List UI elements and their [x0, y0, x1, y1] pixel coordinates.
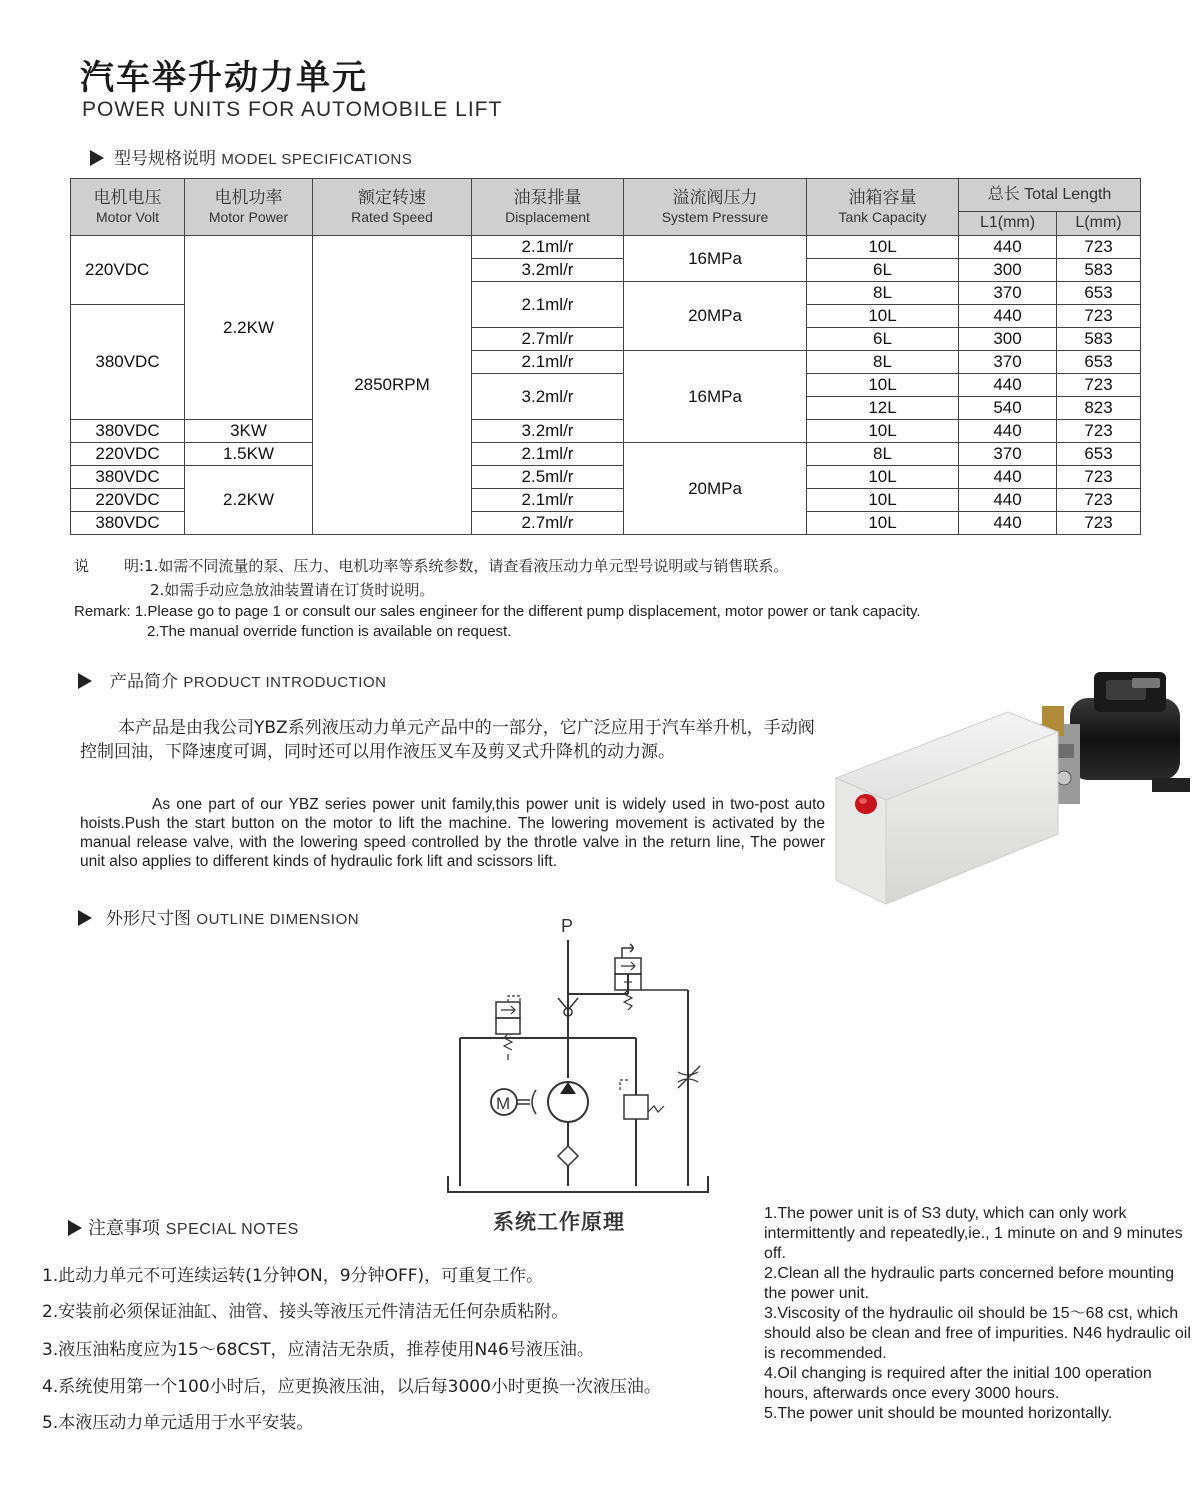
cell-l: 653	[1057, 351, 1141, 374]
page-title-en: POWER UNITS FOR AUTOMOBILE LIFT	[82, 98, 503, 121]
header-l1: L1(mm)	[959, 212, 1057, 236]
cell-disp: 2.1ml/r	[472, 351, 624, 374]
cell-l: 653	[1057, 443, 1141, 466]
remark-cn-2: 2.如需手动应急放油装置请在订货时说明。	[150, 581, 435, 599]
cell-pressure: 16MPa	[624, 236, 807, 282]
cell-l1: 440	[959, 489, 1057, 512]
intro-text-en: As one part of our YBZ series power unit family,this power unit is widely used in two-post auto hoists.Push the start button on the motor to lift the machine. The lowering movement is activated by the manual release valve, with the lowering speed controlled by the throtle valve in the return line, The power unit also applies to different kinds of hydraulic fork lift and scissors lift.	[80, 796, 825, 870]
section-model-spec-en: MODEL SPECIFICATIONS	[221, 151, 413, 168]
header-l: L(mm)	[1057, 212, 1141, 236]
note-cn-item: 1.此动力单元不可连续运转(1分钟ON，9分钟OFF)，可重复工作。	[42, 1266, 544, 1286]
cell-volt: 220VDC	[71, 236, 185, 305]
motor-label: M	[496, 1094, 511, 1113]
header-motor-power: 电机功率 Motor Power	[185, 179, 313, 236]
header-tank-capacity: 油箱容量 Tank Capacity	[807, 179, 959, 236]
note-en-item: 4.Oil changing is required after the initial 100 operation hours, afterwards once every 3000 hours.	[764, 1365, 1152, 1402]
cell-tank: 10L	[807, 236, 959, 259]
cell-l: 723	[1057, 512, 1141, 535]
header-rated-speed: 额定转速 Rated Speed	[313, 179, 472, 236]
spec-table	[70, 178, 1141, 535]
cell-power: 1.5KW	[185, 443, 313, 466]
section-product-intro-cn: 产品简介	[110, 672, 178, 692]
cell-volt: 380VDC	[71, 305, 185, 420]
cell-l: 723	[1057, 420, 1141, 443]
cell-l: 723	[1057, 236, 1141, 259]
section-outline-cn: 外形尺寸图	[106, 909, 191, 929]
hydraulic-schematic	[440, 910, 720, 1200]
remark-cn-1: 明:1.如需不同流量的泵、压力、电机功率等系统参数，请查看液压动力单元型号说明或与销售联系。	[124, 557, 789, 575]
cell-l1: 440	[959, 236, 1057, 259]
header-system-pressure: 溢流阀压力 System Pressure	[624, 179, 807, 236]
cell-l: 583	[1057, 328, 1141, 351]
note-en-item: 5.The power unit should be mounted horizontally.	[764, 1405, 1113, 1422]
cell-volt: 220VDC	[71, 443, 185, 466]
cell-l: 583	[1057, 259, 1141, 282]
cell-tank: 8L	[807, 351, 959, 374]
cell-tank: 10L	[807, 512, 959, 535]
section-model-spec	[90, 144, 412, 169]
cell-l: 723	[1057, 305, 1141, 328]
section-special-notes	[68, 1214, 299, 1240]
cell-tank: 6L	[807, 328, 959, 351]
cell-disp: 3.2ml/r	[472, 374, 624, 420]
port-label: P	[561, 916, 574, 936]
cell-l1: 440	[959, 466, 1057, 489]
cell-disp: 2.1ml/r	[472, 236, 624, 259]
cell-l1: 440	[959, 305, 1057, 328]
header-displacement: 油泵排量 Displacement	[472, 179, 624, 236]
cell-volt: 380VDC	[71, 420, 185, 443]
cell-tank: 10L	[807, 305, 959, 328]
notes-en	[764, 1204, 1196, 1424]
note-en-item: 1.The power unit is of S3 duty, which can only work intermittently and repeatedly,ie., 1 minute on and 9 minutes off.	[764, 1205, 1183, 1262]
cell-l1: 370	[959, 282, 1057, 305]
note-cn-item: 2.安装前必须保证油缸、油管、接头等液压元件清洁无任何杂质粘附。	[42, 1302, 569, 1322]
section-special-notes-en: SPECIAL NOTES	[165, 1221, 299, 1238]
cell-power: 2.2KW	[185, 466, 313, 535]
cell-l1: 300	[959, 328, 1057, 351]
cell-l1: 540	[959, 397, 1057, 420]
cell-disp: 2.7ml/r	[472, 512, 624, 535]
cell-l1: 440	[959, 512, 1057, 535]
section-special-notes-cn: 注意事项	[88, 1218, 160, 1239]
remark-cn-label: 说	[74, 557, 90, 575]
cell-l: 723	[1057, 489, 1141, 512]
note-cn-item: 4.系统使用第一个100小时后，应更换液压油，以后每3000小时更换一次液压油。	[42, 1377, 661, 1397]
cell-l1: 370	[959, 351, 1057, 374]
cell-l1: 300	[959, 259, 1057, 282]
triangle-icon	[78, 673, 92, 689]
section-model-spec-cn: 型号规格说明	[114, 149, 216, 169]
cell-power: 2.2KW	[185, 236, 313, 420]
cell-power: 3KW	[185, 420, 313, 443]
cell-disp: 2.1ml/r	[472, 443, 624, 466]
remark-en-2: 2.The manual override function is available on request.	[147, 623, 512, 640]
cell-l: 723	[1057, 466, 1141, 489]
cell-tank: 6L	[807, 259, 959, 282]
cell-l: 723	[1057, 374, 1141, 397]
header-motor-volt: 电机电压 Motor Volt	[71, 179, 185, 236]
cell-l1: 440	[959, 420, 1057, 443]
cell-tank: 10L	[807, 466, 959, 489]
cell-tank: 10L	[807, 420, 959, 443]
power-unit-image	[832, 658, 1190, 908]
section-outline-en: OUTLINE DIMENSION	[196, 911, 360, 928]
triangle-icon	[90, 150, 104, 166]
note-en-item: 2.Clean all the hydraulic parts concerned before mounting the power unit.	[764, 1265, 1175, 1302]
cell-disp: 2.5ml/r	[472, 466, 624, 489]
cell-tank: 12L	[807, 397, 959, 420]
cell-tank: 10L	[807, 489, 959, 512]
remark-en-1: Remark: 1.Please go to page 1 or consult our sales engineer for the different pump displacement, motor power or tank capacity.	[74, 603, 921, 620]
cell-pressure: 16MPa	[624, 351, 807, 443]
intro-text-cn: 本产品是由我公司YBZ系列液压动力单元产品中的一部分，它广泛应用于汽车举升机，手动阀控制回油，下降速度可调，同时还可以用作液压叉车及剪叉式升降机的动力源。	[80, 718, 815, 762]
section-outline	[78, 904, 359, 929]
cell-disp: 2.7ml/r	[472, 328, 624, 351]
cell-pressure: 20MPa	[624, 443, 807, 535]
cell-pressure: 20MPa	[624, 282, 807, 351]
cell-volt: 380VDC	[71, 512, 185, 535]
page-title-cn: 汽车举升动力单元	[80, 58, 368, 98]
cell-l: 823	[1057, 397, 1141, 420]
cell-volt: 220VDC	[71, 489, 185, 512]
section-product-intro	[78, 667, 386, 692]
cell-l1: 440	[959, 374, 1057, 397]
cell-disp: 3.2ml/r	[472, 259, 624, 282]
cell-volt: 380VDC	[71, 466, 185, 489]
cell-disp: 3.2ml/r	[472, 420, 624, 443]
cell-disp: 2.1ml/r	[472, 489, 624, 512]
triangle-icon	[78, 910, 92, 926]
note-en-item: 3.Viscosity of the hydraulic oil should be 15～68 cst, which should also be clean and free of impurities. N46 hydraulic oil is recommended.	[764, 1305, 1191, 1362]
cell-tank: 8L	[807, 282, 959, 305]
cell-tank: 10L	[807, 374, 959, 397]
cell-l: 653	[1057, 282, 1141, 305]
cell-disp: 2.1ml/r	[472, 282, 624, 328]
triangle-icon	[68, 1220, 82, 1236]
cell-l1: 370	[959, 443, 1057, 466]
cell-tank: 8L	[807, 443, 959, 466]
section-product-intro-en: PRODUCT INTRODUCTION	[183, 674, 387, 691]
note-cn-item: 3.液压油粘度应为15～68CST，应清洁无杂质，推荐使用N46号液压油。	[42, 1340, 594, 1360]
note-cn-item: 5.本液压动力单元适用于水平安装。	[42, 1413, 314, 1433]
header-total-length: 总长 Total Length	[959, 179, 1141, 212]
diagram-caption: 系统工作原理	[493, 1210, 625, 1234]
cell-speed: 2850RPM	[313, 236, 472, 535]
